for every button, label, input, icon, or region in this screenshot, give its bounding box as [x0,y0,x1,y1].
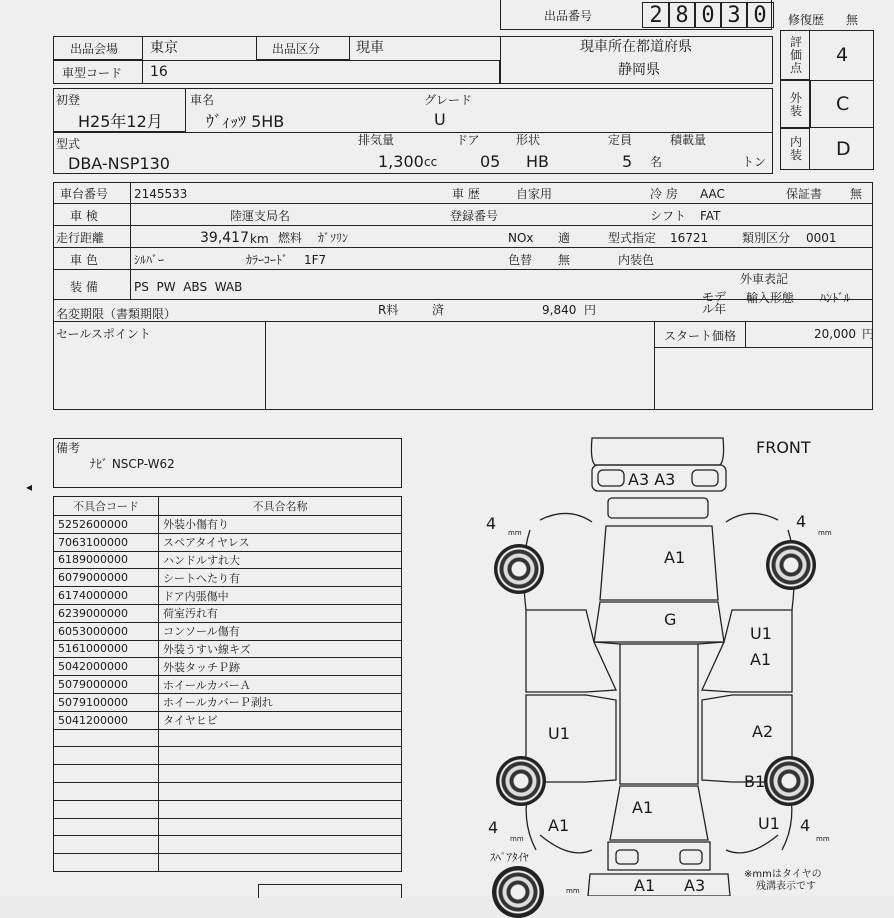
defect-row-empty [54,782,402,800]
mileage-value: 39,417 [200,230,249,246]
nox-label: NOx [508,231,534,245]
defect-code: 5252600000 [54,516,159,534]
color-label: 車 色 [70,253,98,267]
eval-value: 4 [836,44,849,66]
defect-row-empty [54,765,402,783]
start-price-label: スタート価格 [664,329,737,343]
mark-rear-center: A1 [632,798,654,817]
import-label: 輸入形態 [746,291,795,305]
mark-rear-right-bumper: U1 [758,814,780,833]
tire-unit: mm [818,529,832,537]
interior-label: 内装 [790,135,803,162]
defect-row [54,587,402,605]
ac-value: AAC [700,187,725,201]
interior-value: D [836,138,851,160]
class-label: 類別区分 [742,231,791,245]
mark-right-rear-door: A2 [752,722,774,741]
grade-value: U [434,110,446,129]
spare-tire-label: ｽﾍﾟｱﾀｲﾔ [490,851,529,864]
listing-type-value: 現車 [356,40,384,56]
import-title: 外車表記 [740,272,789,286]
right-front-door-outline [702,610,792,692]
rear-right-tire-icon [764,756,814,806]
model-code-value: 16 [150,64,168,80]
chassis-label: 車台番号 [60,187,109,201]
fuel-value: ｶﾞｿﾘﾝ [318,231,349,245]
tire-depth-rr: 4 [800,816,811,835]
lot-digit: 0 [746,2,774,28]
model-year-label: モデル年 [701,290,726,316]
defect-code-header: 不具合コード [54,497,159,516]
load-label: 積載量 [670,133,707,147]
model-value: DBA-NSP130 [68,154,170,173]
col-line [265,322,655,410]
defect-row [54,693,402,711]
defect-name: コンソール傷有 [159,622,402,640]
defect-table-header [54,497,402,516]
first-reg-label: 初登 [56,93,81,107]
type-spec-value: 16721 [670,231,709,245]
venue-value: 東京 [150,40,178,56]
defect-code: 6174000000 [54,587,159,605]
model-code-label: 車型コード [62,66,123,80]
recycle-value: 9,840 [542,303,577,317]
history-label: 車 歴 [452,187,480,201]
ac-label: 冷 房 [650,187,678,201]
defect-rows [54,516,402,872]
color-code-label: ｶﾗｰｺｰﾄﾞ [246,253,289,267]
equipment-label: 装 備 [70,280,98,294]
repair-history-value: 無 [846,13,859,27]
spare-tire-icon [492,866,544,918]
defect-name: ドア内張傷中 [159,587,402,605]
displacement-unit: cc [424,155,438,169]
defect-code: 6189000000 [54,551,159,569]
defect-row [54,622,402,640]
first-reg-value: H25年12月 [78,112,163,131]
tire-unit: mm [508,529,522,537]
color-value: ｼﾙﾊﾞｰ [134,253,165,267]
defect-cell-empty [159,765,402,783]
displacement-value: 1,300 [378,152,424,171]
shift-label: シフト [650,209,687,223]
reg-no-label: 登録番号 [450,209,499,223]
defect-code: 6053000000 [54,622,159,640]
tire-depth-fr: 4 [796,512,807,531]
defect-cell-empty [54,729,159,747]
lot-digit: 3 [720,2,748,28]
mm-note-2: 残溝表示です [756,881,816,892]
defect-row-empty [54,800,402,818]
defect-code: 5042000000 [54,658,159,676]
rear-hatch-outline [608,842,710,870]
history-value: 自家用 [516,187,553,201]
front-left-tire-icon [494,544,544,594]
shift-value: FAT [700,209,721,223]
left-front-door-outline [526,610,616,692]
defect-name: ハンドルすれ大 [159,551,402,569]
car-name-value: ｳﾞｨｯﾂ 5HB [206,112,285,131]
defect-cell-empty [159,729,402,747]
car-diagram [480,430,894,896]
defect-name: ホイールカバーＡ [159,676,402,694]
mark-windshield: G [664,610,677,629]
eval-label: 評価点 [790,35,803,75]
left-marker-icon: ◂ [26,480,33,494]
tire-unit: mm [510,835,524,843]
pref-label: 現車所在都道府県 [580,39,692,55]
mark-right-side-top: U1 [750,624,772,643]
defect-name: 外装小傷有り [159,516,402,534]
defect-code: 6079000000 [54,569,159,587]
mileage-label: 走行距離 [56,231,105,245]
defect-row [54,569,402,587]
defect-cell-empty [54,836,159,854]
defect-code: 5161000000 [54,640,159,658]
lot-digit: 2 [642,2,670,28]
defect-name: タイヤヒビ [159,711,402,729]
defect-row-empty [54,747,402,765]
defect-row [54,676,402,694]
pref-value: 静岡県 [618,62,660,78]
lot-number-label: 出品番号 [544,9,593,23]
rear-glass-outline [610,786,708,840]
defect-cell-empty [159,800,402,818]
mark-front-bumper: A3 A3 [628,470,676,489]
mm-note-1: ※mmはタイヤの [744,869,822,880]
shape-value: HB [526,152,550,171]
defect-row [54,533,402,551]
defect-code: 5041200000 [54,711,159,729]
load-unit: トン [742,155,767,169]
windshield-outline [594,602,724,642]
repair-history-label: 修復歴 [788,13,825,27]
warranty-label: 保証書 [786,187,823,201]
mileage-unit: km [250,232,269,246]
roof-outline [620,644,698,784]
equipment-value: PS PW ABS WAB [134,280,243,294]
warranty-value: 無 [850,187,863,201]
defect-cell-empty [54,800,159,818]
col-line [655,270,873,271]
defect-code: 5079000000 [54,676,159,694]
start-price-yen: 円 [862,327,875,341]
defect-cell-empty [159,747,402,765]
defect-name: 外装タッチＰ跡 [159,658,402,676]
rear-left-tire-icon [496,756,546,806]
defect-cell-empty [54,782,159,800]
car-name-label: 車名 [190,93,215,107]
shape-label: 形状 [516,133,541,147]
defect-name: 外装うすい線キズ [159,640,402,658]
mark-left-rear: U1 [548,724,570,743]
defect-cell-empty [159,836,402,854]
defect-code: 7063100000 [54,533,159,551]
doors-label: ドア [456,133,480,147]
defect-name-header: 不具合名称 [159,497,402,516]
recycle-yen: 円 [584,303,597,317]
recycle-status: 済 [432,303,445,317]
defect-row-empty [54,729,402,747]
defect-cell-empty [54,818,159,836]
lot-digit: 0 [694,2,722,28]
hood-outline [600,526,718,600]
office-label: 陸運支局名 [230,209,291,223]
fuel-label: 燃料 [278,231,303,245]
defect-row [54,640,402,658]
doors-value: 05 [480,152,501,171]
exterior-value: C [836,93,850,115]
displacement-label: 排気量 [358,133,395,147]
defect-row [54,711,402,729]
defect-cell-empty [159,818,402,836]
exterior-label: 外装 [790,91,803,118]
rear-bumper-outline [588,874,730,896]
color-code-value: 1F7 [304,253,327,267]
mark-hood: A1 [664,548,686,567]
model-label: 型式 [56,137,81,151]
sales-point-label: セールスポイント [56,327,151,341]
defect-name: 荷室汚れ有 [159,604,402,622]
defect-row [54,604,402,622]
recycle-label: R料 [378,303,399,317]
row-line [53,248,873,270]
tire-unit: mm [566,887,580,895]
defect-row [54,658,402,676]
defect-row-empty [54,818,402,836]
capacity-label: 定員 [608,133,633,147]
defect-name: スペアタイヤレス [159,533,402,551]
mark-bottom-a1: A1 [634,876,656,895]
front-label: FRONT [756,438,811,457]
capacity-value: 5 [622,152,633,171]
defect-cell-empty [159,854,402,872]
listing-type-label: 出品区分 [272,42,321,56]
defect-name: シートへたり有 [159,569,402,587]
capacity-unit: 名 [650,155,663,169]
tire-depth-fl: 4 [486,514,497,533]
tire-unit: mm [816,835,830,843]
front-right-tire-icon [766,540,816,590]
start-price-value: 20,000 [814,327,856,341]
defect-cell-empty [54,854,159,872]
defect-row [54,516,402,534]
tire-depth-rl: 4 [488,818,499,837]
lot-digit: 8 [668,2,696,28]
mark-bottom-a3: A3 [684,876,706,895]
type-spec-label: 型式指定 [608,231,657,245]
mark-right-side-mid: A1 [750,650,772,669]
defect-row-empty [54,854,402,872]
divider [53,132,773,133]
recolor-label: 色替 [508,253,533,267]
mark-rear-left: A1 [548,816,570,835]
defect-cell-empty [54,747,159,765]
defect-row-empty [54,836,402,854]
defect-code: 6239000000 [54,604,159,622]
notes-label: 備考 [56,441,81,455]
transfer-label: 名変期限（書類期限） [56,307,177,321]
mark-rear-right-fender: B1 [744,772,766,791]
chassis-value: 2145533 [134,187,188,201]
defect-cell-empty [54,765,159,783]
recolor-value: 無 [558,253,571,267]
grade-label: グレード [424,93,473,107]
defect-table [53,496,402,872]
col-line [745,322,746,348]
defect-cell-empty [159,782,402,800]
interior-color-label: 内装色 [618,253,655,267]
notes-value: ﾅﾋﾞ NSCP-W62 [90,457,175,471]
nox-value: 適 [558,231,571,245]
class-value: 0001 [806,231,837,245]
inspection-label: 車 検 [70,209,98,223]
import-value: ﾊﾝﾄﾞﾙ [820,291,851,305]
front-bumper-outline [591,438,723,465]
defect-code: 5079100000 [54,693,159,711]
defect-row [54,551,402,569]
defect-name: ホイールカバーＰ剥れ [159,693,402,711]
venue-label: 出品会場 [70,42,119,56]
